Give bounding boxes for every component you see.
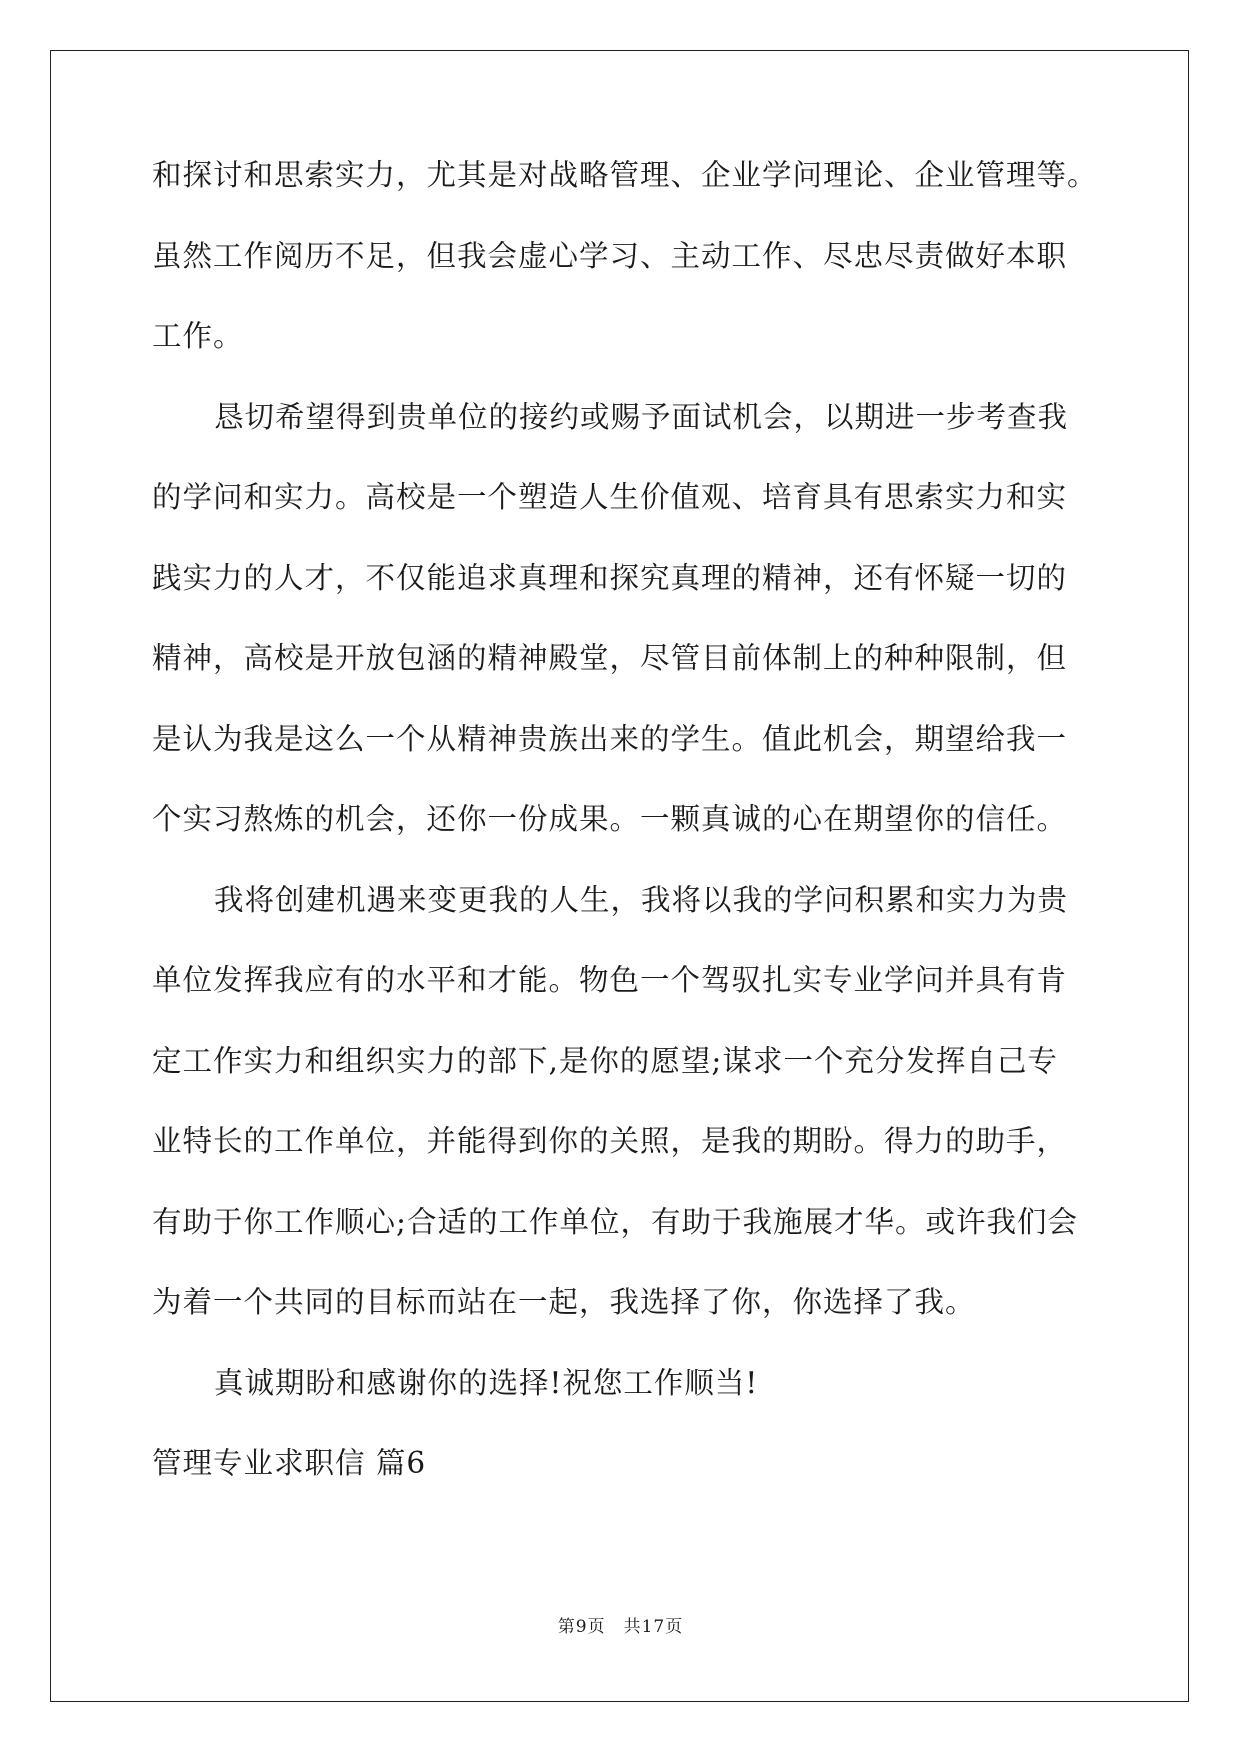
- text-line: 虽然工作阅历不足，但我会虚心学习、主动工作、尽忠尽责做好本职: [152, 238, 1068, 273]
- paragraph-start-line: 我将创建机遇来变更我的人生，我将以我的学问积累和实力为贵: [214, 882, 1069, 917]
- text-line: 的学问和实力。高校是一个塑造人生价值观、培育具有思索实力和实: [152, 480, 1068, 514]
- document-body: [152, 155, 1102, 1524]
- text-line: 个实习熬炼的机会，还你一份成果。一颗真诚的心在期望你的信任。: [152, 802, 1068, 836]
- paragraph-start-line: 恳切希望得到贵单位的接约或赐予面试机会，以期进一步考查我: [214, 399, 1069, 434]
- section-heading: 管理专业求职信 篇6: [152, 1446, 427, 1480]
- text-line: 工作。: [152, 319, 244, 353]
- text-line: 践实力的人才，不仅能追求真理和探究真理的精神，还有怀疑一切的: [152, 560, 1068, 595]
- text-line: 有助于你工作顺心;合适的工作单位，有助于我施展才华。或许我们会: [152, 1204, 1078, 1239]
- page-number: 第9页 共17页: [557, 1617, 684, 1637]
- text-line: 精神，高校是开放包涵的精神殿堂，尽管目前体制上的种种限制，但: [152, 641, 1068, 675]
- closing-line: 真诚期盼和感谢你的选择!祝您工作顺当!: [214, 1365, 759, 1400]
- text-line: 业特长的工作单位，并能得到你的关照，是我的期盼。得力的助手，: [152, 1124, 1068, 1158]
- text-line: 单位发挥我应有的水平和才能。物色一个驾驭扎实专业学问并具有肯: [152, 963, 1068, 997]
- text-line: 和探讨和思索实力，尤其是对战略管理、企业学问理论、企业管理等。: [152, 158, 1098, 192]
- text-line: 为着一个共同的目标而站在一起，我选择了你，你选择了我。: [152, 1285, 976, 1319]
- text-line: 是认为我是这么一个从精神贵族出来的学生。值此机会，期望给我一: [152, 721, 1068, 756]
- text-line: 定工作实力和组织实力的部下,是你的愿望;谋求一个充分发挥自己专: [152, 1043, 1058, 1078]
